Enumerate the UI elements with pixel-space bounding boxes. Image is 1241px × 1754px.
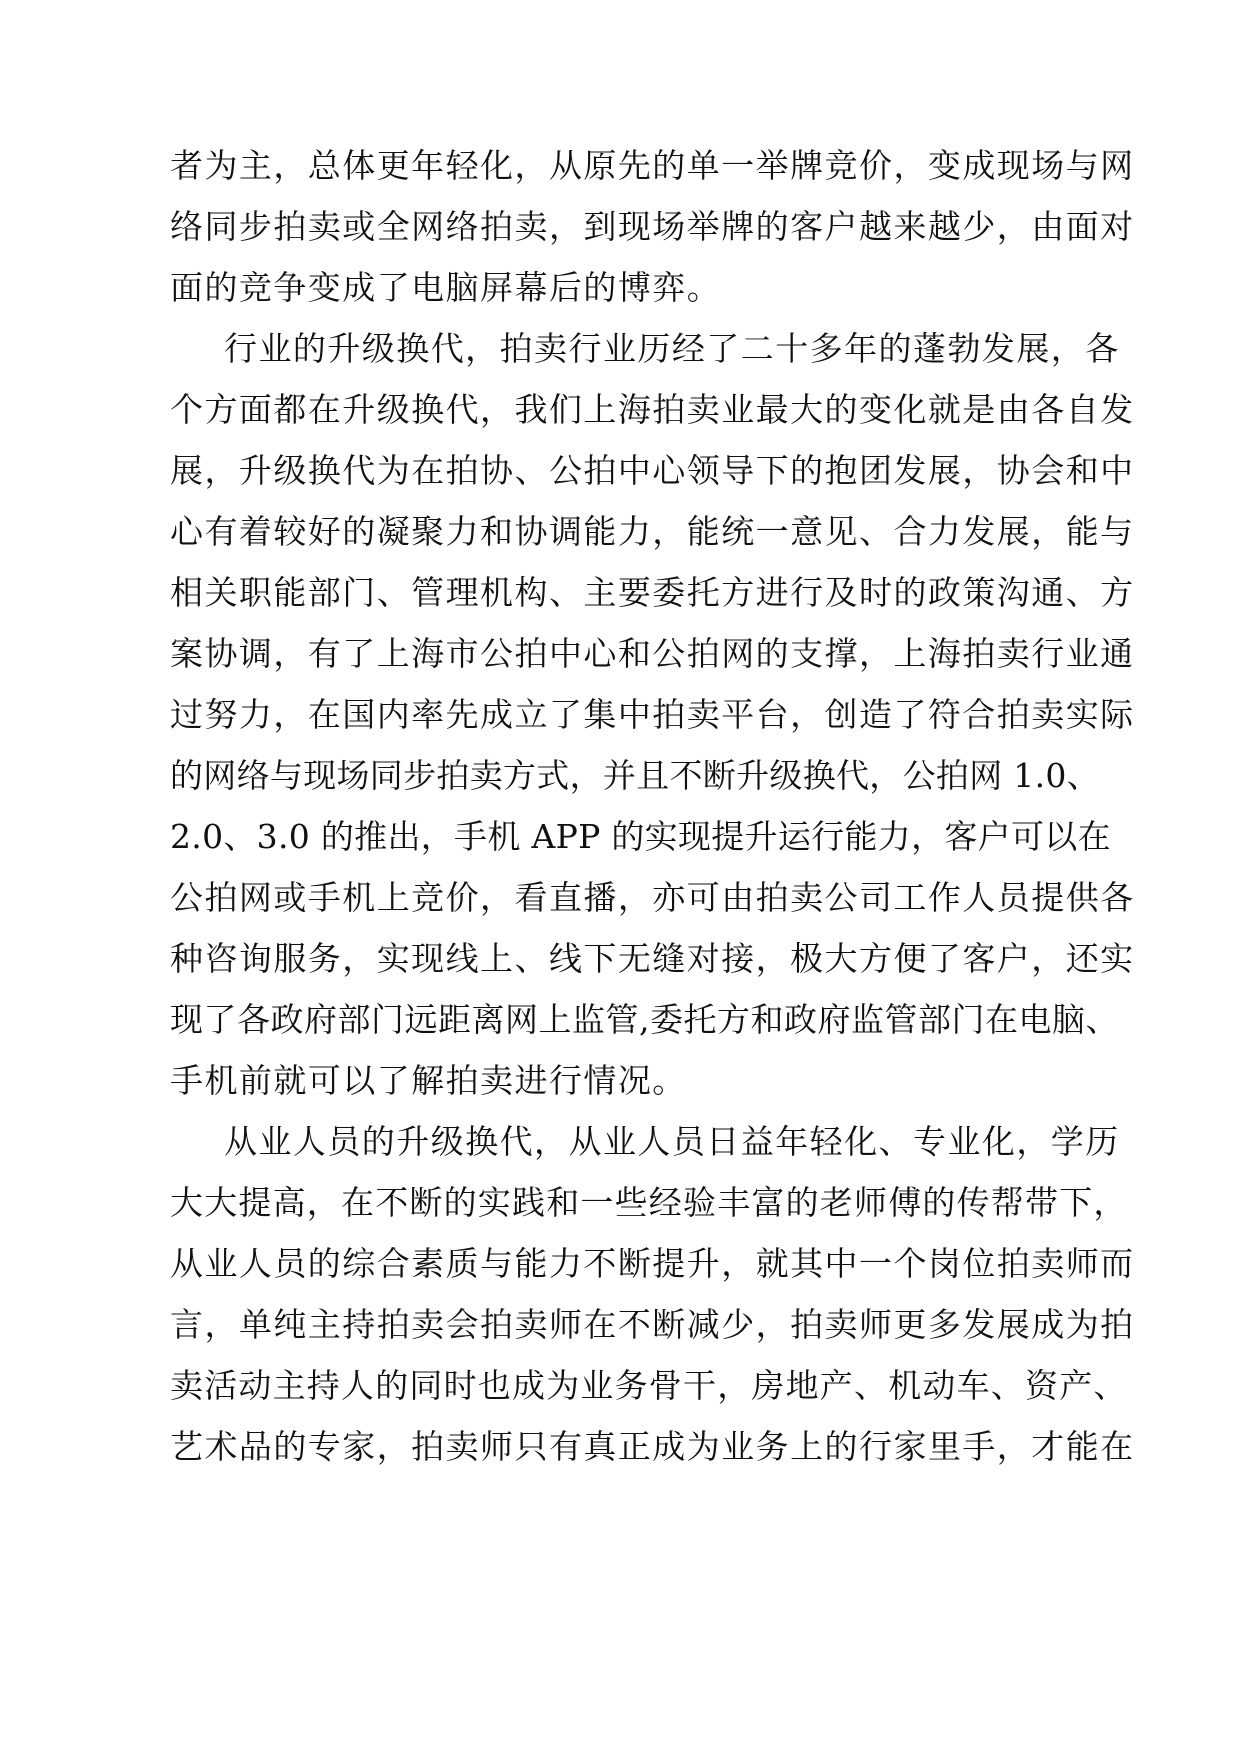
text-line — [0, 1000, 1241, 1040]
text-line-content: 的网络与现场同步拍卖方式，并且不断升级换代，公拍网 1.0、 — [170, 756, 1100, 795]
text-line — [0, 1244, 1241, 1284]
text-line-content: 艺术品的专家，拍卖师只有真正成为业务上的行家里手，才能在 — [170, 1427, 1135, 1466]
text-line-content: 行业的升级换代，拍卖行业历经了二十多年的蓬勃发展，各 — [224, 329, 1120, 368]
text-line-content: 个方面都在升级换代，我们上海拍卖业最大的变化就是由各自发 — [170, 390, 1135, 429]
text-line-content: 言，单纯主持拍卖会拍卖师在不断减少，拍卖师更多发展成为拍 — [170, 1305, 1135, 1344]
text-line — [0, 390, 1241, 430]
text-line — [0, 817, 1241, 857]
text-line — [0, 1366, 1241, 1406]
text-line — [0, 451, 1241, 491]
text-line — [0, 878, 1241, 918]
text-line — [0, 939, 1241, 979]
text-line-content: 过努力，在国内率先成立了集中拍卖平台，创造了符合拍卖实际 — [170, 695, 1135, 734]
text-line-content: 从业人员的升级换代，从业人员日益年轻化、专业化，学历 — [224, 1122, 1120, 1161]
text-line-content: 卖活动主持人的同时也成为业务骨干，房地产、机动车、资产、 — [170, 1366, 1128, 1405]
text-line — [0, 512, 1241, 552]
text-line-content: 从业人员的综合素质与能力不断提升，就其中一个岗位拍卖师而 — [170, 1244, 1135, 1283]
text-line — [0, 756, 1241, 796]
text-line — [0, 573, 1241, 613]
text-line-content: 者为主，总体更年轻化，从原先的单一举牌竞价，变成现场与网 — [170, 146, 1135, 185]
text-line — [0, 329, 1241, 369]
text-line — [0, 1122, 1241, 1162]
text-line — [0, 1427, 1241, 1467]
text-line — [0, 268, 1241, 308]
text-line — [0, 695, 1241, 735]
text-line-content: 络同步拍卖或全网络拍卖，到现场举牌的客户越来越少，由面对 — [170, 207, 1135, 246]
text-line-content: 展，升级换代为在拍协、公拍中心领导下的抱团发展，协会和中 — [170, 451, 1135, 490]
text-line-content: 心有着较好的凝聚力和协调能力，能统一意见、合力发展，能与 — [170, 512, 1135, 551]
text-line-content: 现了各政府部门远距离网上监管,委托方和政府监管部门在电脑、 — [170, 1000, 1119, 1039]
text-line — [0, 207, 1241, 247]
text-line — [0, 1183, 1241, 1223]
text-line — [0, 146, 1241, 186]
text-line-content: 手机前就可以了解拍卖进行情况。 — [170, 1061, 687, 1100]
text-line-content: 大大提高，在不断的实践和一些经验丰富的老师傅的传帮带下， — [170, 1183, 1128, 1222]
text-line-content: 面的竞争变成了电脑屏幕后的博弈。 — [170, 268, 722, 307]
text-line — [0, 1305, 1241, 1345]
text-line-content: 公拍网或手机上竞价，看直播，亦可由拍卖公司工作人员提供各 — [170, 878, 1135, 917]
text-line-content: 2.0、3.0 的推出，手机 APP 的实现提升运行能力，客户可以在 — [170, 817, 1111, 856]
text-line-content: 种咨询服务，实现线上、线下无缝对接，极大方便了客户，还实 — [170, 939, 1135, 978]
text-line — [0, 634, 1241, 674]
text-line-content: 相关职能部门、管理机构、主要委托方进行及时的政策沟通、方 — [170, 573, 1135, 612]
text-line — [0, 1061, 1241, 1101]
text-line-content: 案协调，有了上海市公拍中心和公拍网的支撑，上海拍卖行业通 — [170, 634, 1135, 673]
